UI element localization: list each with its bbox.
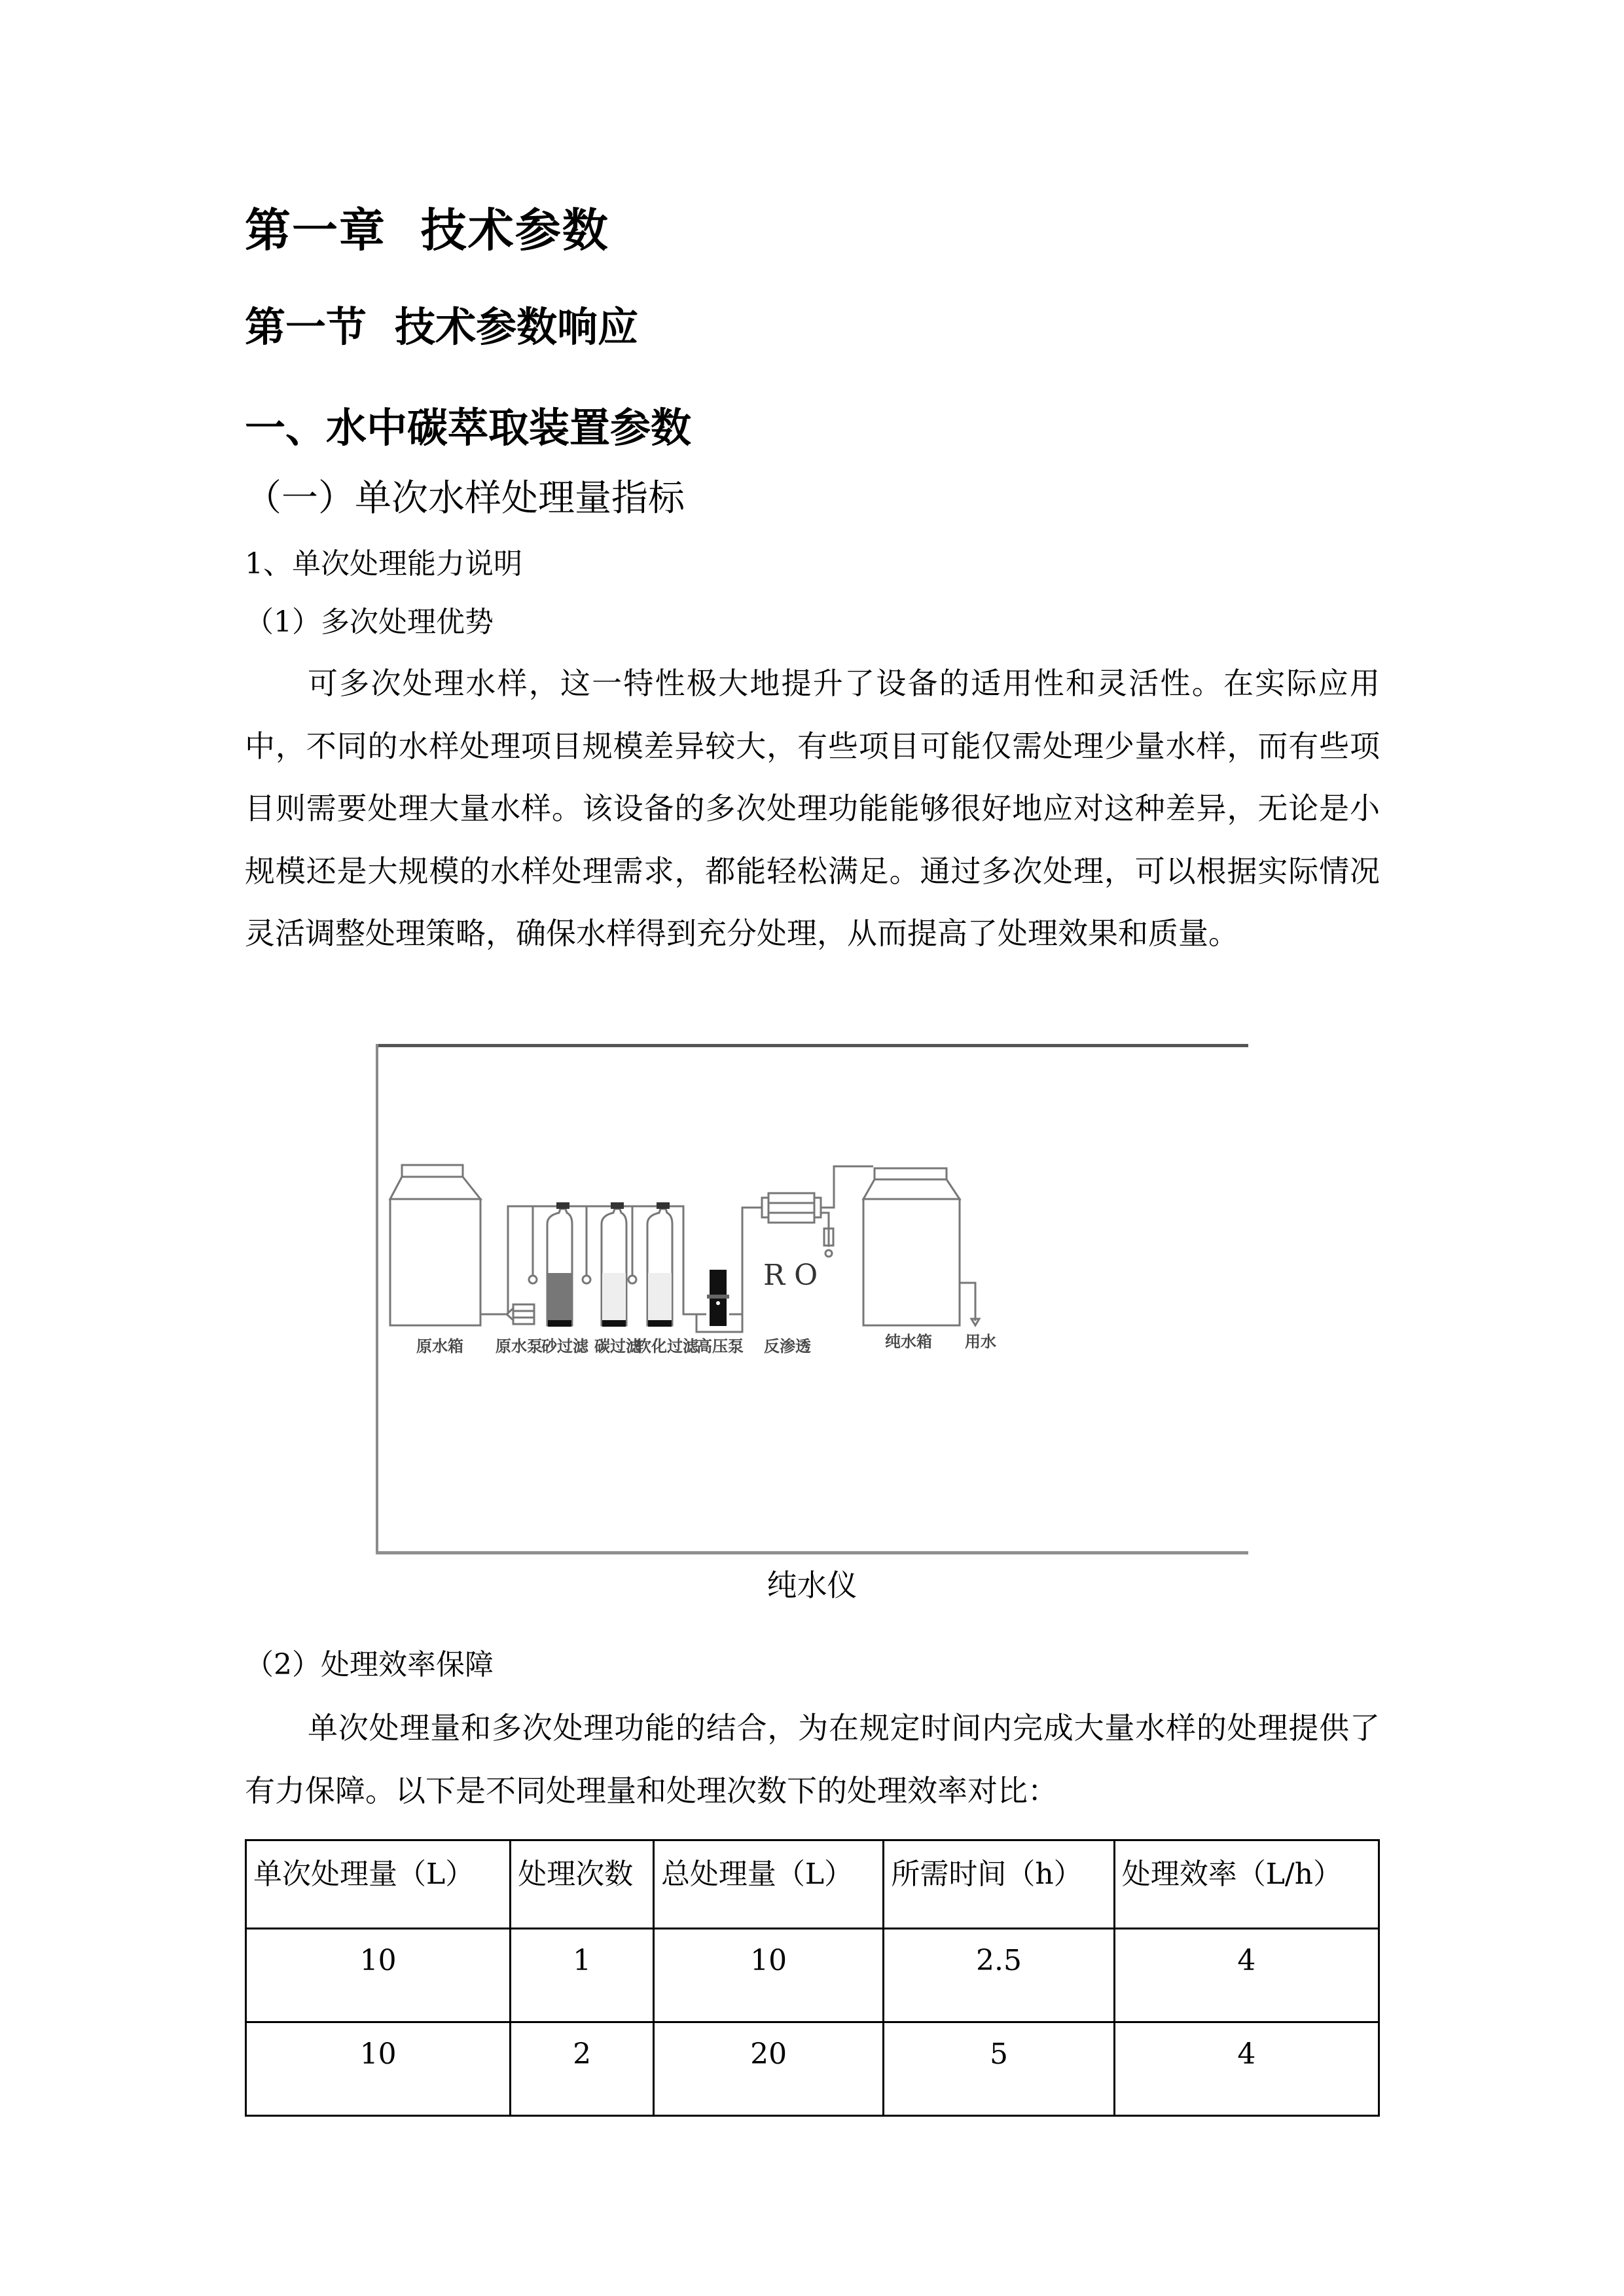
- item-title: （一）单次水样处理量指标: [245, 477, 685, 520]
- cell: 10: [246, 2022, 511, 2116]
- table-row: [246, 1929, 1379, 2022]
- cell: 1: [511, 1929, 654, 2022]
- cell: 5: [884, 2022, 1114, 2116]
- header-total-volume: 总处理量（L）: [653, 1840, 883, 1929]
- subsection-title: 一、水中碳萃取装置参数: [245, 404, 692, 452]
- label-sand-filter: 砂过滤: [541, 1336, 588, 1355]
- label-hp-pump: 高压泵: [696, 1336, 744, 1355]
- point-title: 1、单次处理能力说明: [245, 547, 522, 581]
- pure-tank-icon: [863, 1168, 960, 1325]
- header-times: 处理次数: [511, 1840, 654, 1929]
- figure-caption: 纯水仪: [767, 1568, 857, 1603]
- table-row: [246, 2022, 1379, 2116]
- high-pressure-pump-icon: [707, 1270, 729, 1326]
- label-softener-filter: 软化过滤: [636, 1336, 698, 1355]
- advantage-title: （1）多次处理优势: [245, 605, 494, 639]
- table-header-row: [246, 1840, 1379, 1929]
- raw-pump-icon: [507, 1304, 534, 1324]
- ro-membrane-icon: [762, 1193, 821, 1223]
- label-use-water: 用水: [965, 1332, 996, 1351]
- process-flow-drawing: [376, 1044, 1248, 1554]
- cell: 10: [246, 1929, 511, 2022]
- cell: 20: [653, 2022, 883, 2116]
- efficiency-table: [245, 1839, 1380, 2117]
- label-raw-tank: 原水箱: [416, 1336, 463, 1355]
- advantage-paragraph: 可多次处理水样，这一特性极大地提升了设备的适用性和灵活性。在实际应用中，不同的水样处理项目规模差异较大，有些项目可能仅需处理少量水样，而有些项目则需要处理大量水样。该设备的多次处理功能能够很好地应对这种差异，无论是小规模还是大规模的水样处理需求，都能轻松满足。通过多次处理，可以根据实际情况灵活调整处理策略，确保水样得到充分处理，从而提高了处理效果和质量。: [245, 666, 1380, 951]
- header-efficiency: 处理效率（L/h）: [1114, 1840, 1379, 1929]
- cell: 2: [511, 2022, 654, 2116]
- header-time-required: 所需时间（h）: [884, 1840, 1114, 1929]
- raw-tank-icon: [390, 1165, 480, 1325]
- label-pure-tank: 纯水箱: [885, 1332, 932, 1351]
- pure-water-diagram: [376, 1044, 1248, 1554]
- section-title: 第一节 技术参数响应: [245, 303, 639, 351]
- label-ro-text: R O: [763, 1259, 818, 1292]
- cell: 4: [1114, 2022, 1379, 2116]
- header-single-volume: 单次处理量（L）: [246, 1840, 511, 1929]
- label-ro: 反渗透: [764, 1336, 811, 1355]
- efficiency-title: （2）处理效率保障: [245, 1648, 494, 1681]
- cell: 10: [653, 1929, 883, 2022]
- cell: 4: [1114, 1929, 1379, 2022]
- efficiency-paragraph: 单次处理量和多次处理功能的结合，为在规定时间内完成大量水样的处理提供了有力保障。以下是不同处理量和处理次数下的处理效率对比：: [245, 1710, 1380, 1808]
- sand-media-icon: [548, 1273, 571, 1320]
- label-carbon-filter: 碳过滤: [594, 1336, 641, 1355]
- cell: 2.5: [884, 1929, 1114, 2022]
- label-raw-pump: 原水泵: [496, 1336, 543, 1355]
- chapter-title: 第一章 技术参数: [245, 203, 609, 257]
